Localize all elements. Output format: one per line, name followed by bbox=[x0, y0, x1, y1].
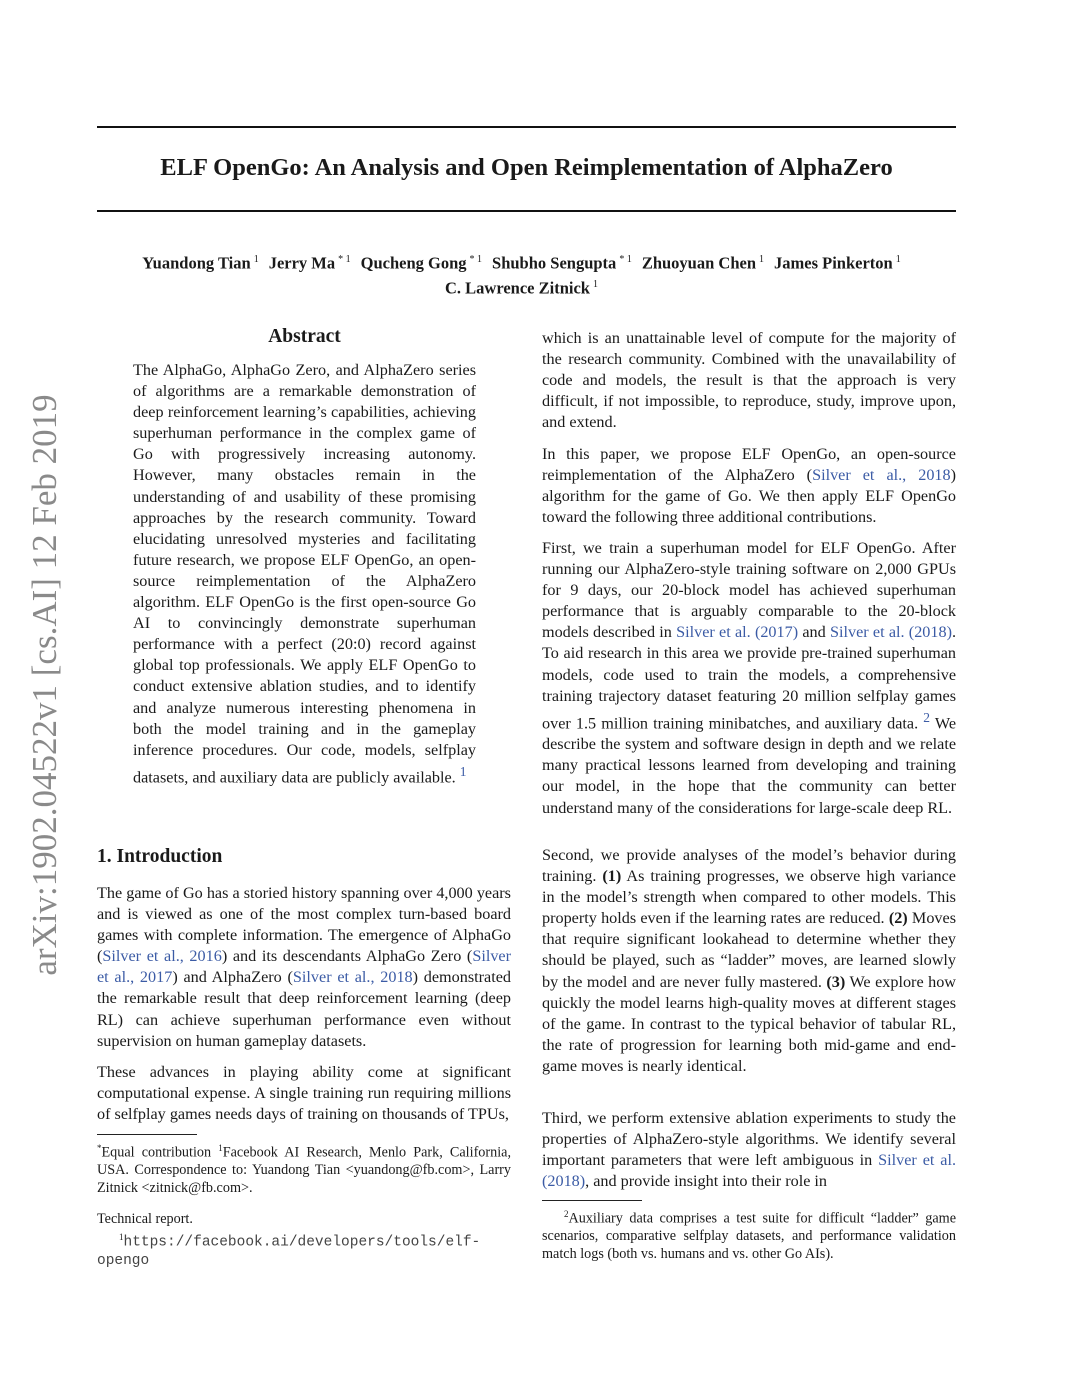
author-affiliation-mark: 1 bbox=[895, 254, 901, 265]
text-span: These advances in playing ability come at significant computational expense. A single training run requiring millions of selfplay games needs days of training on thousands of TPUs, bbox=[97, 1063, 511, 1124]
text-span: . To aid research in this area we provide pre-trained superhuman models, code used to train the models, a comprehensive training trajectory dataset featuring 20 million selfplay games over 1.5 million training minibatches, and auxiliary data. bbox=[542, 623, 957, 733]
text-span: ) and its descendants AlphaGo Zero ( bbox=[221, 947, 473, 966]
footnote-marker: * bbox=[97, 1143, 102, 1153]
text-span: The game of Go has a storied history spanning over 4,000 years and is viewed as one of the most complex turn-based board games with complete information. The emergence of AlphaGo ( bbox=[97, 884, 511, 966]
text-span: (3) bbox=[826, 972, 846, 991]
citation-link[interactable]: Silver et al., 2018 bbox=[812, 466, 951, 485]
paper-title: ELF OpenGo: An Analysis and Open Reimplementation of AlphaZero bbox=[160, 154, 893, 181]
text-span: As training progresses, we observe high variance in the model’s strength when compared to other models. This property holds even if the learning rates are reduced. bbox=[542, 867, 956, 928]
citation-link[interactable]: Silver et al. (2018) bbox=[542, 1151, 957, 1191]
title-bottom-rule bbox=[97, 210, 956, 212]
footnote-marker: 1 bbox=[218, 1143, 223, 1153]
affiliation-footnote bbox=[97, 1140, 511, 1197]
citation-link[interactable]: Silver et al., 2017 bbox=[97, 947, 511, 987]
technical-report-label: Technical report. bbox=[97, 1211, 193, 1227]
citation-link[interactable]: Silver et al. (2017) bbox=[676, 623, 799, 642]
text-span: The AlphaGo, AlphaGo Zero, and AlphaZero series of algorithms are a remarkable demonstration of deep reinforcement learning’s capabilities, achieving superhuman performance in the complex game of Go with progressively increasing autonomy. However, many obstacles remain in the understanding of and usability of these promising approaches by the research community. Toward elucidating unresolved mysteries and facilitating future research, we propose ELF OpenGo, an open-source reimplementation of the AlphaZero algorithm. ELF OpenGo is the first open-source Go AI to convincingly demonstrate superhuman performance with a perfect (20:0) record against global top professionals. We apply ELF OpenGo to conduct extensive ablation studies, and to identify and analyze numerous interesting phenomena in both the model training and in the gameplay inference procedures. Our code, models, selfplay datasets, and auxiliary data are publicly available. bbox=[133, 361, 476, 787]
text-span: First, we train a superhuman model for ELF OpenGo. After running our AlphaZero-style training software on 2,000 GPUs for 9 days, our 20-block model has achieved superhuman performance that is arguably comparable to the 20-block models described in bbox=[542, 539, 956, 642]
text-span: which is an unattainable level of compute for the majority of the research community. Combined with the unavailability of code and models, the result is that the approach is very difficult, if not impossible, to reproduce, study, improve upon, and extend. bbox=[542, 329, 956, 432]
footnote-marker: 2 bbox=[923, 709, 931, 725]
author-affiliation-mark: 1 bbox=[759, 254, 764, 265]
text-span: Facebook AI Research, Menlo Park, California, USA. Correspondence to: Yuandong Tian <yuandong@fb.com>, Larry Zitnick <zitnick@fb.com>. bbox=[97, 1144, 511, 1196]
author-name: Shubho Sengupta bbox=[492, 253, 617, 273]
text-span: and bbox=[798, 623, 830, 642]
citation-link[interactable]: Silver et al., 2016 bbox=[102, 947, 222, 966]
text-span: ) and AlphaZero ( bbox=[172, 968, 293, 987]
text-span: Second, we provide analyses of the model’s behavior during training. bbox=[542, 846, 956, 886]
footnote-marker: 1 bbox=[119, 1232, 124, 1242]
text-span: In this paper, we propose ELF OpenGo, an open-source reimplementation of the AlphaZero ( bbox=[542, 445, 956, 485]
intro-paragraph bbox=[97, 883, 511, 1052]
title-top-rule bbox=[97, 126, 956, 128]
text-span: (1) bbox=[602, 867, 622, 886]
text-span: ) algorithm for the game of Go. We then apply ELF OpenGo toward the following three additional contributions. bbox=[542, 466, 956, 527]
author-name: C. Lawrence Zitnick bbox=[445, 278, 590, 297]
footnote-rule bbox=[97, 1134, 197, 1135]
body-paragraph bbox=[542, 328, 956, 433]
author-affiliation-mark: 1 bbox=[253, 254, 259, 265]
body-paragraph bbox=[542, 444, 956, 528]
body-paragraph bbox=[542, 538, 956, 819]
footnote-2 bbox=[542, 1206, 956, 1263]
text-span: (2) bbox=[888, 909, 908, 928]
introduction-heading: 1. Introduction bbox=[97, 846, 223, 867]
author-name: James Pinkerton bbox=[774, 253, 893, 273]
text-span: , and provide insight into their role in bbox=[585, 1172, 828, 1191]
text-span: We explore how quickly the model learns high-quality moves at different stages of the game. In contrast to the typical behavior of tabular RL, the rate of progression for learning both mid-game and end-game moves is nearly identical. bbox=[542, 972, 956, 1075]
author-name: Jerry Ma bbox=[268, 253, 336, 273]
intro-paragraph bbox=[97, 1062, 511, 1125]
footnote-marker: 1 bbox=[459, 763, 467, 779]
footnote-rule bbox=[542, 1200, 642, 1201]
footnote-url-link[interactable]: https://facebook.ai/developers/tools/elf-opengo bbox=[97, 1234, 481, 1270]
text-span: Moves that require significant lookahead to determine whether they should be played, such as “ladder” moves, are learned slowly by the model and are never fully mastered. bbox=[542, 909, 956, 991]
author-name: Yuandong Tian bbox=[142, 253, 251, 273]
author-list bbox=[97, 249, 956, 298]
author-affiliation-mark: * 1 bbox=[469, 254, 483, 265]
text-span: Third, we perform extensive ablation experiments to study the properties of AlphaZero-style algorithms. We identify several important parameters that were left ambiguous in bbox=[542, 1109, 956, 1170]
abstract-heading: Abstract bbox=[268, 326, 341, 347]
text-span: Auxiliary data comprises a test suite for difficult “ladder” game scenarios, comparative selfplay datasets, and performance validation match logs (both vs. humans and vs. other Go AIs). bbox=[542, 1210, 956, 1262]
text-span: ) demonstrated the remarkable result that deep reinforcement learning (deep RL) can achieve superhuman performance even without supervision on human gameplay datasets. bbox=[97, 968, 511, 1050]
body-paragraph bbox=[542, 845, 956, 1077]
author-affiliation-mark: 1 bbox=[592, 278, 598, 290]
footnote-marker: 2 bbox=[564, 1209, 569, 1219]
author-name: Qucheng Gong bbox=[360, 253, 467, 273]
citation-link[interactable]: Silver et al. (2018) bbox=[829, 623, 952, 642]
body-paragraph bbox=[542, 1108, 956, 1192]
citation-link[interactable]: Silver et al., 2018 bbox=[292, 968, 413, 987]
author-name: Zhuoyuan Chen bbox=[641, 253, 756, 273]
author-affiliation-mark: * 1 bbox=[619, 254, 632, 265]
footnote-1 bbox=[97, 1229, 497, 1271]
arxiv-identifier: arXiv:1902.04522v1 [cs.AI] 12 Feb 2019 bbox=[25, 394, 64, 976]
text-span: Equal contribution bbox=[101, 1144, 219, 1161]
text-span: We describe the system and software design in depth and we relate many practical lessons learned from developing and training our model, in the hope that the community can better understand many of the considerations for large-scale deep RL. bbox=[542, 714, 957, 817]
author-affiliation-mark: * 1 bbox=[338, 254, 351, 265]
abstract-paragraph bbox=[133, 360, 476, 788]
